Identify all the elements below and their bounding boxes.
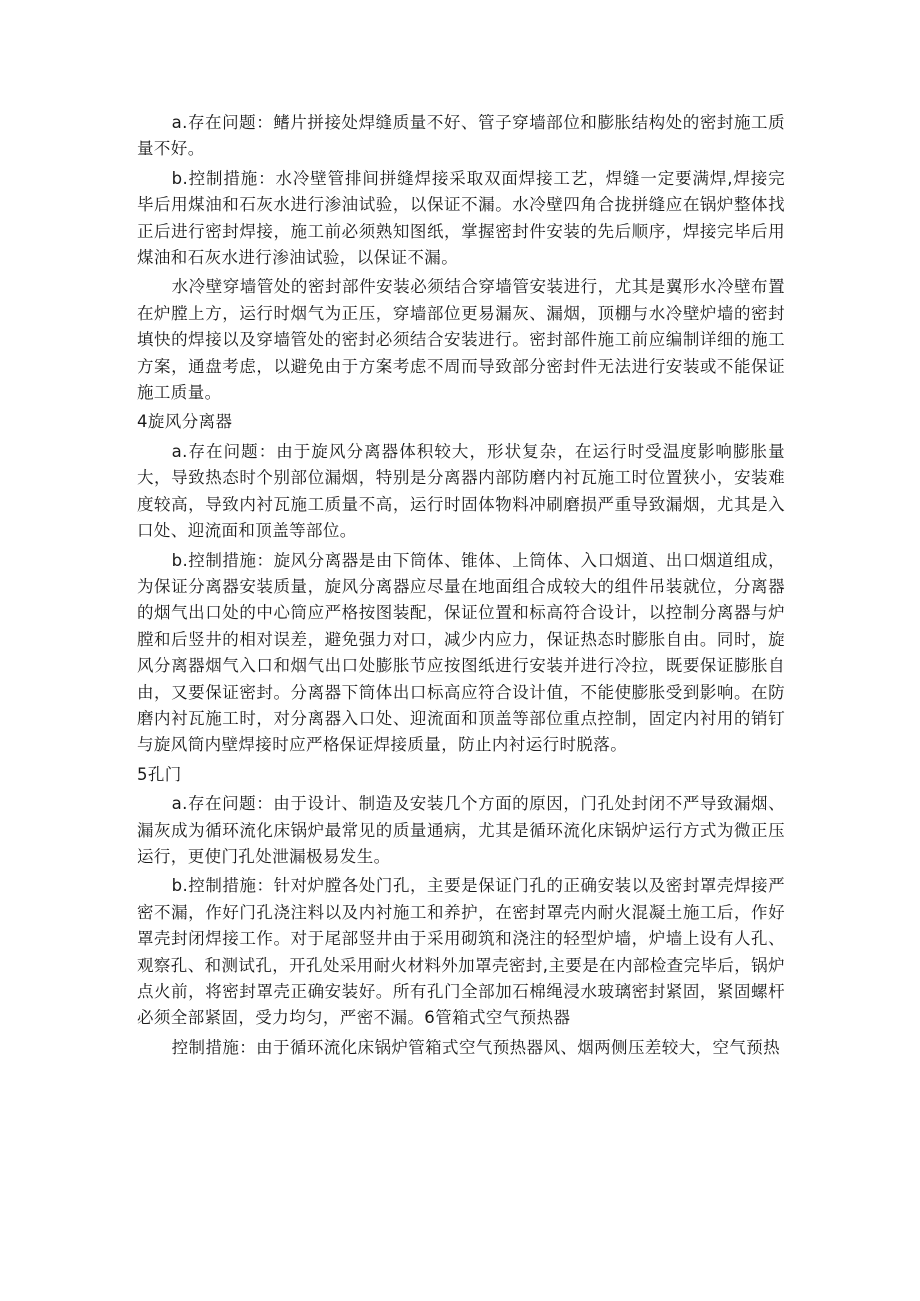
paragraph-2: b.控制措施：水冷壁管排间拼缝焊接采取双面焊接工艺，焊缝一定要满焊,焊接完毕后用煤油和石灰水进行渗油试验，以保证不漏。水冷壁四角合拢拼缝应在锅炉整体找正后进行密封焊接，施工前必须熟知图纸，掌握密封件安装的先后顺序，焊接完毕后用煤油和石灰水进行渗油试验，以保证不漏。 bbox=[137, 168, 785, 268]
paragraph-6: a.存在问题：由于设计、制造及安装几个方面的原因，门孔处封闭不严导致漏烟、漏灰成为循环流化床锅炉最常见的质量通病，尤其是循环流化床锅炉运行方式为微正压运行，更使门孔处泄漏极易发生。 bbox=[137, 794, 785, 866]
document-body bbox=[137, 110, 785, 1064]
paragraph-1: a.存在问题：鳍片拼接处焊缝质量不好、管子穿墙部位和膨胀结构处的密封施工质量不好。 bbox=[137, 113, 785, 159]
paragraph-5: b.控制措施：旋风分离器是由下筒体、锥体、上筒体、入口烟道、出口烟道组成，为保证分离器安装质量，旋风分离器应尽量在地面组合成较大的组件吊装就位，分离器的烟气出口处的中心筒应严格按图装配，保证位置和标高符合设计，以控制分离器与炉膛和后竖井的相对误差，避免强力对口，减少内应力，保证热态时膨胀自由。同时，旋风分离器烟气入口和烟气出口处膨胀节应按图纸进行安装并进行冷拉，既要保证膨胀自由，又要保证密封。分离器下筒体出口标高应符合设计值，不能使膨胀受到影响。在防磨内衬瓦施工时，对分离器入口处、迎流面和顶盖等部位重点控制，固定内衬用的销钉与旋风筒内壁焊接时应严格保证焊接质量，防止内衬运行时脱落。 bbox=[137, 550, 785, 755]
paragraph-3: 水冷壁穿墙管处的密封部件安装必须结合穿墙管安装进行，尤其是翼形水冷壁布置在炉膛上方，运行时烟气为正压，穿墙部位更易漏灰、漏烟，顶棚与水冷壁炉墙的密封填快的焊接以及穿墙管处的密封必须结合安装进行。密封部件施工前应编制详细的施工方案，通盘考虑，以避免由于方案考虑不周而导致部分密封件无法进行安装或不能保证施工质量。 bbox=[137, 277, 785, 403]
paragraph-8: 控制措施：由于循环流化床锅炉管箱式空气预热器风、烟两侧压差较大，空气预热 bbox=[171, 1037, 781, 1057]
paragraph-7: b.控制措施：针对炉膛各处门孔，主要是保证门孔的正确安装以及密封罩壳焊接严密不漏，作好门孔浇注料以及内衬施工和养护，在密封罩壳内耐火混凝土施工后，作好罩壳封闭焊接工作。对于尾部竖井由于采用砌筑和浇注的轻型炉墙，炉墙上设有人孔、观察孔、和测试孔，开孔处采用耐火材料外加罩壳密封,主要是在内部检查完毕后，锅炉点火前，将密封罩壳正确安装好。所有孔门全部加石棉绳浸水玻璃密封紧固，紧固螺杆必须全部紧固，受力均匀，严密不漏。6管箱式空气预热器 bbox=[137, 876, 785, 1028]
paragraph-4: a.存在问题：由于旋风分离器体积较大，形状复杂，在运行时受温度影响膨胀量大，导致热态时个别部位漏烟，特别是分离器内部防磨内衬瓦施工时位置狭小，安装难度较高，导致内衬瓦施工质量不高，运行时固体物料冲刷磨损严重导致漏烟，尤其是入口处、迎流面和顶盖等部位。 bbox=[137, 441, 785, 541]
section-heading-cyclone: 4旋风分离器 bbox=[137, 412, 233, 432]
section-heading-doors: 5孔门 bbox=[137, 764, 182, 784]
